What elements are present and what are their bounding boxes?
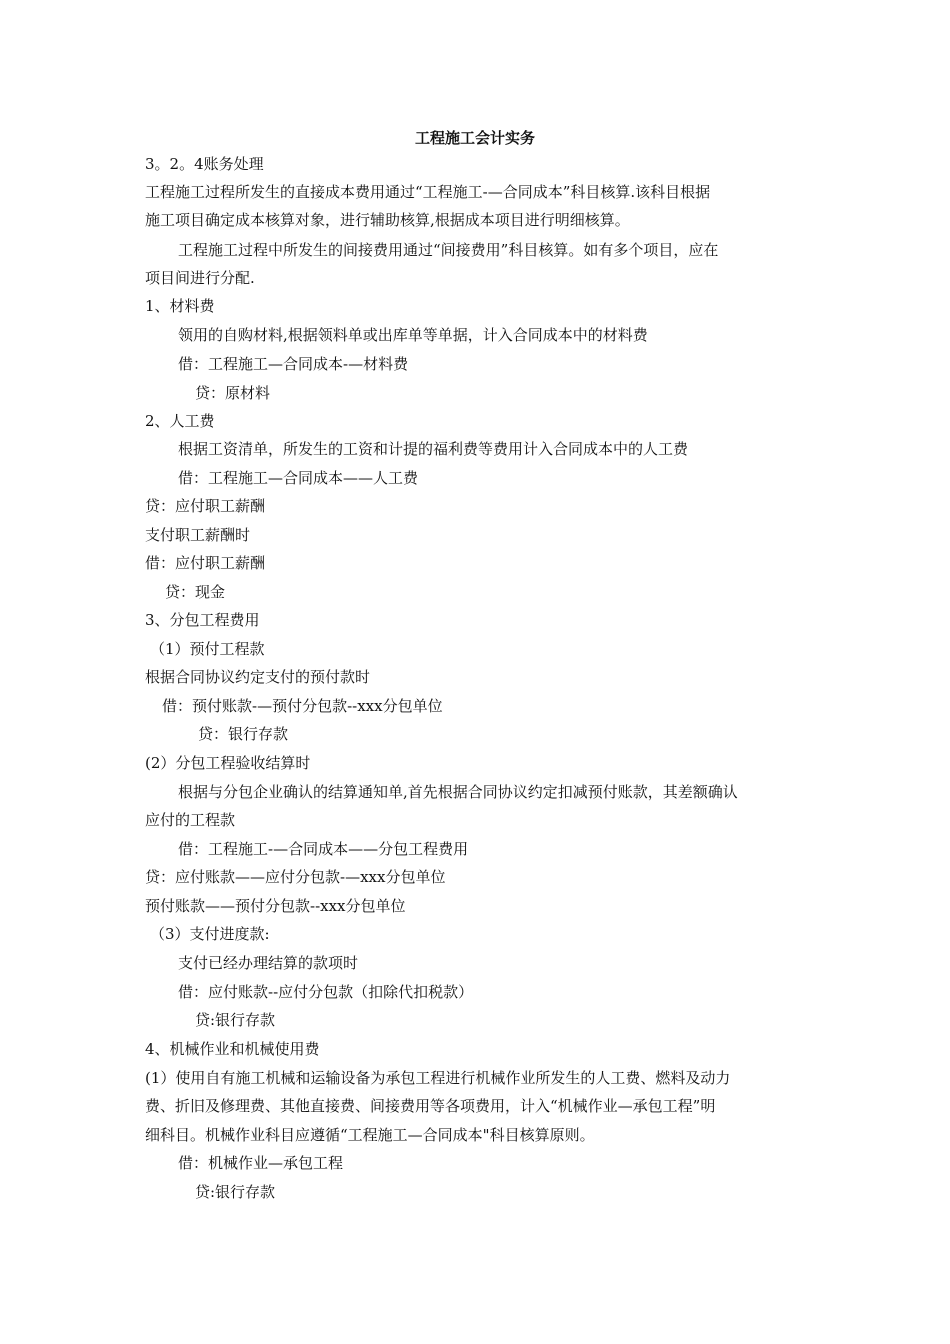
paragraph-line: 支付职工薪酬时 [145, 526, 251, 544]
journal-credit-line: 贷：现金 [165, 583, 226, 601]
paragraph-line: 支付已经办理结算的款项时 [178, 954, 359, 972]
paragraph-line: (1）使用自有施工机械和运输设备为承包工程进行机械作业所发生的人工费、燃料及动力 [145, 1069, 731, 1087]
paragraph-line: 施工项目确定成本核算对象，进行辅助核算,根据成本项目进行明细核算。 [145, 211, 630, 229]
paragraph-line: 工程施工过程中所发生的间接费用通过“间接费用”科目核算。如有多个项目，应在 [178, 241, 719, 259]
journal-debit-line: 借：工程施工—合同成本——人工费 [178, 469, 419, 487]
paragraph-line: 根据工资清单，所发生的工资和计提的福利费等费用计入合同成本中的人工费 [178, 440, 689, 458]
paragraph-line: 细科目。机械作业科目应遵循“工程施工—合同成本"科目核算原则。 [145, 1126, 595, 1144]
journal-debit-line: 借：应付职工薪酬 [145, 554, 266, 572]
journal-credit-line: 贷：应付职工薪酬 [145, 497, 266, 515]
journal-debit-line: 借：预付账款-—预付分包款--xxx分包单位 [162, 697, 443, 715]
section-heading: 4、机械作业和机械使用费 [145, 1040, 320, 1058]
paragraph-line: 工程施工过程所发生的直接成本费用通过“工程施工-—合同成本”科目核算.该科目根据 [145, 183, 711, 201]
paragraph-line: 应付的工程款 [145, 811, 236, 829]
subsection-heading: (2）分包工程验收结算时 [145, 754, 311, 772]
journal-debit-line: 借：应付账款--应付分包款（扣除代扣税款） [178, 983, 474, 1001]
journal-debit-line: 借：工程施工—合同成本-—材料费 [178, 355, 409, 373]
paragraph-line: 费、折旧及修理费、其他直接费、间接费用等各项费用，计入“机械作业—承包工程”明 [145, 1097, 716, 1115]
journal-credit-line: 预付账款——预付分包款--xxx分包单位 [145, 897, 406, 915]
paragraph-line: 项目间进行分配. [145, 269, 255, 287]
journal-debit-line: 借：机械作业—承包工程 [178, 1154, 344, 1172]
journal-credit-line: 贷:银行存款 [195, 1011, 276, 1029]
document-title: 工程施工会计实务 [414, 129, 535, 147]
subsection-heading: （1）预付工程款 [150, 640, 265, 658]
journal-credit-line: 贷：银行存款 [198, 725, 289, 743]
journal-credit-line: 贷：应付账款——应付分包款-—xxx分包单位 [145, 868, 446, 886]
paragraph-line: 领用的自购材料,根据领料单或出库单等单据，计入合同成本中的材料费 [178, 326, 648, 344]
paragraph-line: 根据与分包企业确认的结算通知单,首先根据合同协议约定扣减预付账款，其差额确认 [178, 783, 738, 801]
section-heading: 1、材料费 [145, 297, 215, 315]
section-heading: 3、分包工程费用 [145, 611, 260, 629]
journal-credit-line: 贷：原材料 [195, 384, 271, 402]
section-heading: 3。2。4账务处理 [145, 155, 264, 173]
subsection-heading: （3）支付进度款: [150, 925, 270, 943]
paragraph-line: 根据合同协议约定支付的预付款时 [145, 668, 371, 686]
journal-credit-line: 贷:银行存款 [195, 1183, 276, 1201]
section-heading: 2、人工费 [145, 412, 215, 430]
journal-debit-line: 借：工程施工-—合同成本——分包工程费用 [178, 840, 469, 858]
